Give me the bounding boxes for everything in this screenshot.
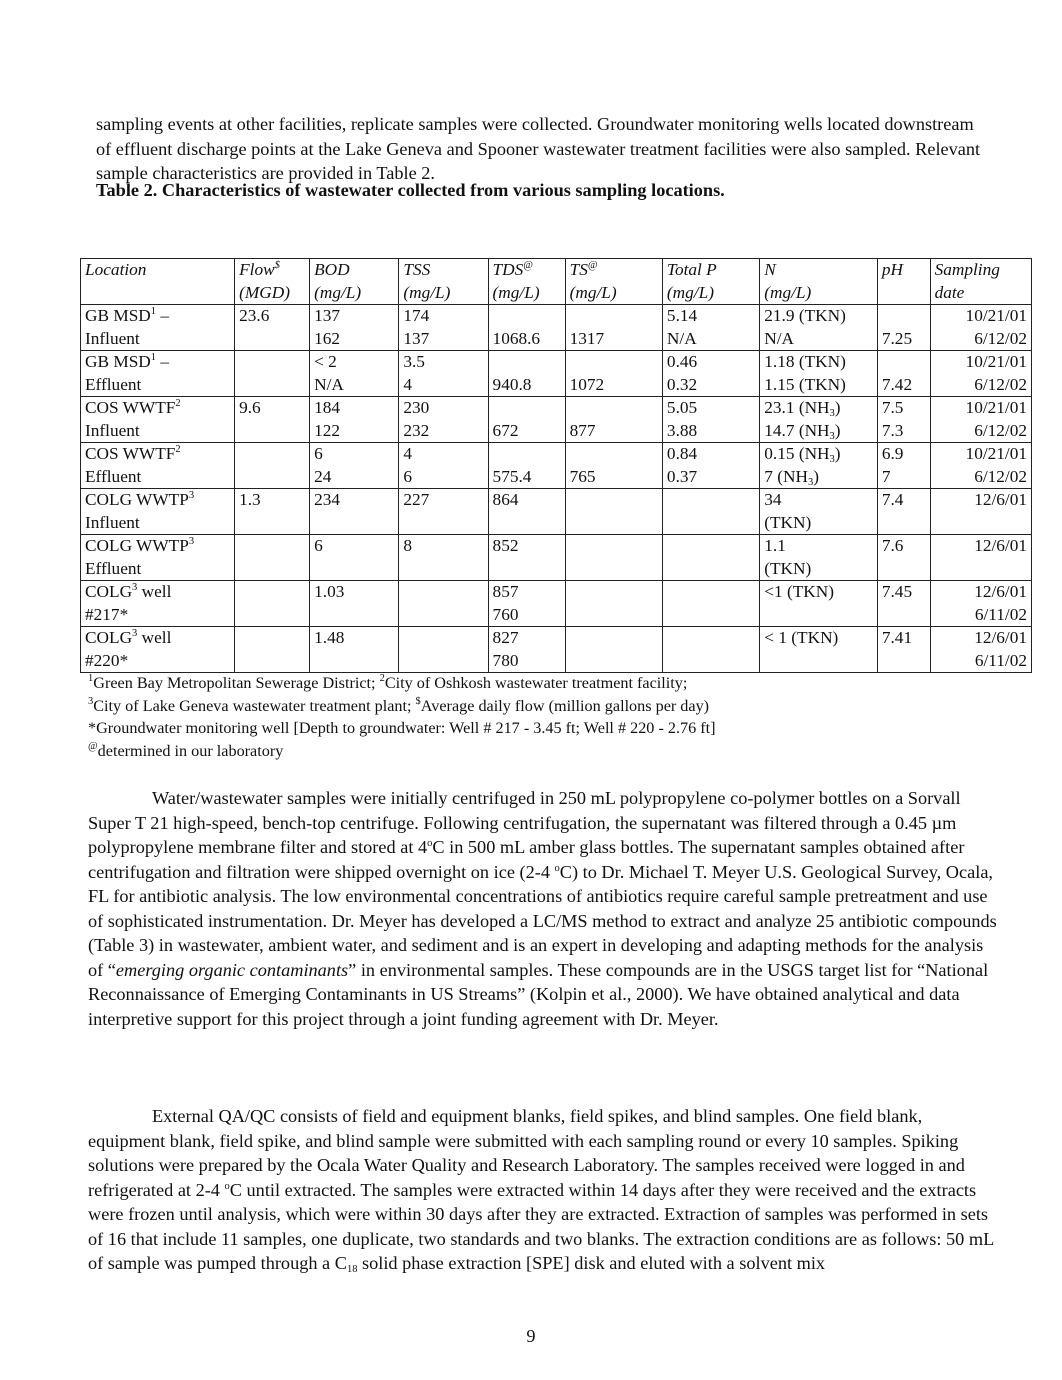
- cell-tss: 230 232: [399, 397, 488, 443]
- location-cell: COS WWTF$^2$ Influent: [81, 397, 235, 443]
- table-footnotes: [88, 672, 716, 762]
- table-row: [81, 627, 1032, 673]
- cell-ts: 765: [565, 443, 662, 489]
- methods-paragraph: Water/wastewater samples were initially centrifuged in 250 mL polypropylene co-polymer bottles on a Sorvall Super T 21 high-speed, bench-top centrifuge. Following centrifugation, the supernatant was filtered through a 0.45 µm polypropylene membrane filter and stored at 4$^o$C in 500 mL amber glass bottles. The supernatant samples obtained after centrifugation and filtration were shipped overnight on ice (2-4 $^o$C) to Dr. Michael T. Meyer U.S. Geological Survey, Ocala, FL for antibiotic analysis. The low environmental concentrations of antibiotics require careful sample pretreatment and use of sophisticated instrumentation. Dr. Meyer has developed a LC/MS method to extract and analyze 25 antibiotic compounds (Table 3) in wastewater, ambient water, and sediment and is an expert in developing and adapting methods for the analysis of “emerging organic contaminants” in environmental samples. These compounds are in the USGS target list for “National Reconnaissance of Emerging Contaminants in US Streams” (Kolpin et al., 2000). We have obtained analytical and data interpretive support for this project through a joint funding agreement with Dr. Meyer.: [88, 788, 997, 1029]
- cell-date: 10/21/01 6/12/02: [930, 443, 1031, 489]
- cell-tss: 174 137: [399, 305, 488, 351]
- table-row: [81, 489, 1032, 535]
- cell-tds: 575.4: [488, 443, 565, 489]
- cell-tp: [662, 581, 759, 627]
- cell-bod: 137 162: [310, 305, 399, 351]
- cell-tp: 5.05 3.88: [662, 397, 759, 443]
- cell-date: 10/21/01 6/12/02: [930, 351, 1031, 397]
- cell-date: 12/6/01 6/11/02: [930, 581, 1031, 627]
- cell-tp: 0.46 0.32: [662, 351, 759, 397]
- cell-bod: 6 24: [310, 443, 399, 489]
- column-header: Total P (mg/L): [662, 259, 759, 305]
- qaqc-paragraph: External QA/QC consists of field and equipment blanks, field spikes, and blind samples. One field blank, equipment blank, field spike, and blind sample were submitted with each sampling round or every 10 samples. Spiking solutions were prepared by the Ocala Water Quality and Research Laboratory. The samples received were logged in and refrigerated at 2-4 $^o$C until extracted. The samples were extracted within 14 days after they were received and the extracts were frozen until analysis, which were within 30 days after they are extracted. Extraction of samples was performed in sets of 16 that include 11 samples, one duplicate, two standards and two blanks. The extraction conditions are as follows: 50 mL of sample was pumped through a $C_{18}$ solid phase extraction [SPE] disk and eluted with a solvent mix: [88, 1106, 994, 1275]
- column-header: pH: [877, 259, 930, 305]
- cell-ph: 7.41: [877, 627, 930, 673]
- cell-ph: 7.5 7.3: [877, 397, 930, 443]
- cell-n: <1 (TKN): [760, 581, 878, 627]
- cell-tp: 0.84 0.37: [662, 443, 759, 489]
- location-cell: COLG WWTP$^3$ Influent: [81, 489, 235, 535]
- cell-tp: [662, 489, 759, 535]
- cell-tss: 8: [399, 535, 488, 581]
- footnote-line-2: $^3$City of Lake Geneva wastewater treatment plant; $Average daily flow (million gallons per day): [88, 695, 710, 715]
- cell-date: 12/6/01: [930, 535, 1031, 581]
- table-row: [81, 443, 1032, 489]
- location-cell: COLG$^3$ well #217*: [81, 581, 235, 627]
- wastewater-characteristics-table: [80, 258, 1032, 673]
- cell-tp: [662, 627, 759, 673]
- cell-flow: [235, 581, 310, 627]
- footnote-line-1: $^1$Green Bay Metropolitan Sewerage District; $^2$City of Oshkosh wastewater treatment facility;: [88, 673, 688, 692]
- cell-bod: 1.48: [310, 627, 399, 673]
- cell-date: 12/6/01: [930, 489, 1031, 535]
- cell-flow: 1.3: [235, 489, 310, 535]
- cell-date: 10/21/01 6/12/02: [930, 397, 1031, 443]
- cell-n: 1.18 (TKN) 1.15 (TKN): [760, 351, 878, 397]
- cell-n: 23.1 $(NH_3)$ 14.7 $(NH_3)$: [760, 397, 878, 443]
- location-cell: COLG WWTP$^3$ Effluent: [81, 535, 235, 581]
- cell-n: 34 (TKN): [760, 489, 878, 535]
- table-row: [81, 581, 1032, 627]
- cell-tds: 864: [488, 489, 565, 535]
- cell-ts: 1072: [565, 351, 662, 397]
- table-row: [81, 397, 1032, 443]
- cell-flow: 9.6: [235, 397, 310, 443]
- cell-tds: 672: [488, 397, 565, 443]
- cell-tds: 827 780: [488, 627, 565, 673]
- table-row: [81, 305, 1032, 351]
- cell-tss: 3.5 4: [399, 351, 488, 397]
- cell-tss: [399, 627, 488, 673]
- column-header: TDS@ (mg/L): [488, 259, 565, 305]
- intro-paragraph: sampling events at other facilities, replicate samples were collected. Groundwater monitoring wells located downstream of effluent discharge points at the Lake Geneva and Spooner wastewater treatment facilities were also sampled. Relevant sample characteristics are provided in Table 2.: [96, 114, 981, 183]
- column-header: TS@ (mg/L): [565, 259, 662, 305]
- cell-ts: 1317: [565, 305, 662, 351]
- column-header: TSS (mg/L): [399, 259, 488, 305]
- location-cell: GB MSD$^1$ – Effluent: [81, 351, 235, 397]
- cell-flow: [235, 627, 310, 673]
- cell-n: 0.15 $(NH_3)$ 7 $(NH_3)$: [760, 443, 878, 489]
- cell-tss: [399, 581, 488, 627]
- page-number: 9: [526, 1326, 536, 1346]
- cell-bod: < 2 N/A: [310, 351, 399, 397]
- table-caption: Table 2. Characteristics of wastewater collected from various sampling locations.: [96, 180, 725, 200]
- cell-tp: 5.14 N/A: [662, 305, 759, 351]
- cell-tds: 1068.6: [488, 305, 565, 351]
- cell-ts: [565, 581, 662, 627]
- cell-bod: 1.03: [310, 581, 399, 627]
- cell-date: 10/21/01 6/12/02: [930, 305, 1031, 351]
- cell-ph: 7.6: [877, 535, 930, 581]
- footnote-line-3: *Groundwater monitoring well [Depth to groundwater: Well # 217 - 3.45 ft; Well # 220 - 2.76 ft]: [88, 719, 716, 737]
- column-header: Flow$ (MGD): [235, 259, 310, 305]
- cell-flow: 23.6: [235, 305, 310, 351]
- column-header: Location: [81, 259, 235, 305]
- cell-ph: 6.9 7: [877, 443, 930, 489]
- location-cell: GB MSD$^1$ – Influent: [81, 305, 235, 351]
- cell-flow: [235, 443, 310, 489]
- column-header: N (mg/L): [760, 259, 878, 305]
- column-header: Sampling date: [930, 259, 1031, 305]
- cell-n: 21.9 (TKN) N/A: [760, 305, 878, 351]
- cell-flow: [235, 535, 310, 581]
- cell-ph: 7.42: [877, 351, 930, 397]
- cell-ts: [565, 627, 662, 673]
- cell-ts: 877: [565, 397, 662, 443]
- cell-n: 1.1 (TKN): [760, 535, 878, 581]
- column-header: BOD (mg/L): [310, 259, 399, 305]
- cell-bod: 6: [310, 535, 399, 581]
- cell-date: 12/6/01 6/11/02: [930, 627, 1031, 673]
- table-row: [81, 535, 1032, 581]
- cell-ts: [565, 535, 662, 581]
- cell-tds: 857 760: [488, 581, 565, 627]
- cell-ph: 7.45: [877, 581, 930, 627]
- footnote-line-4: @determined in our laboratory: [88, 740, 284, 760]
- cell-tss: 227: [399, 489, 488, 535]
- cell-tds: 940.8: [488, 351, 565, 397]
- cell-bod: 184 122: [310, 397, 399, 443]
- table-header-row: [81, 259, 1032, 305]
- cell-tds: 852: [488, 535, 565, 581]
- cell-tss: 4 6: [399, 443, 488, 489]
- cell-flow: [235, 351, 310, 397]
- location-cell: COLG$^3$ well #220*: [81, 627, 235, 673]
- location-cell: COS WWTF$^2$ Effluent: [81, 443, 235, 489]
- cell-ph: 7.4: [877, 489, 930, 535]
- cell-ph: 7.25: [877, 305, 930, 351]
- cell-bod: 234: [310, 489, 399, 535]
- cell-n: < 1 (TKN): [760, 627, 878, 673]
- cell-tp: [662, 535, 759, 581]
- table-row: [81, 351, 1032, 397]
- cell-ts: [565, 489, 662, 535]
